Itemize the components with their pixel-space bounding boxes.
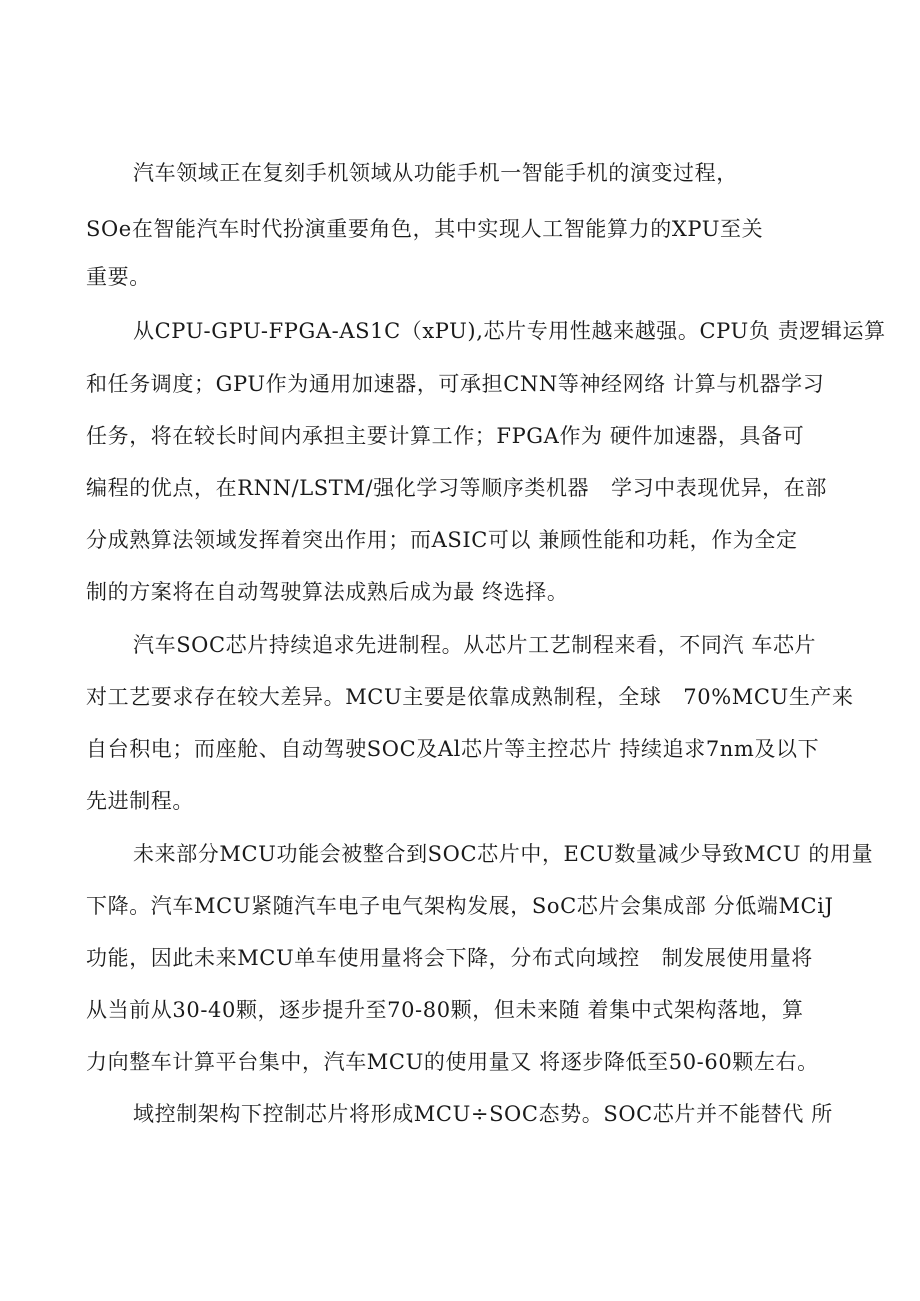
paragraph-5-line-1: 域控制架构下控制芯片将形成MCU÷SOC态势。SOC芯片并不能替代 所 (133, 1102, 833, 1126)
paragraph-1-line-1: 汽车领域正在复刻手机领域从功能手机一智能手机的演变过程， (133, 161, 738, 185)
paragraph-1-line-2: SOe在智能汽车时代扮演重要角色，其中实现人工智能算力的XPU至关 (86, 217, 764, 241)
paragraph-2-line-6: 制的方案将在自动驾驶算法成熟后成为最 终选择。 (86, 580, 569, 604)
paragraph-2-line-4: 编程的优点，在RNN/LSTM/强化学习等顺序类机器 学习中表现优异，在部 (86, 476, 827, 500)
paragraph-2-line-5: 分成熟算法领域发挥着突出作用；而ASIC可以 兼顾性能和功耗，作为全定 (86, 528, 798, 552)
paragraph-4-line-4: 从当前从30-40颗，逐步提升至70-80颗，但未来随 着集中式架构落地，算 (86, 998, 804, 1022)
paragraph-3-line-3: 自台积电；而座舱、自动驾驶SOC及Al芯片等主控芯片 持续追求7nm及以下 (86, 737, 820, 761)
paragraph-2-line-1: 从CPU-GPU-FPGA-AS1C（xPU),芯片专用性越来越强。CPU负 责逻辑运算 (133, 319, 886, 343)
paragraph-4-line-3: 功能，因此未来MCU单车使用量将会下降，分布式向域控 制发展使用量将 (86, 946, 813, 970)
paragraph-3-line-2: 对工艺要求存在较大差异。MCU主要是依靠成熟制程，全球 70%MCU生产来 (86, 685, 854, 709)
paragraph-3-line-1: 汽车SOC芯片持续追求先进制程。从芯片工艺制程来看，不同汽 车芯片 (133, 633, 817, 657)
paragraph-2-line-2: 和任务调度；GPU作为通用加速器，可承担CNN等神经网络 计算与机器学习 (86, 372, 825, 396)
paragraph-4-line-1: 未来部分MCU功能会被整合到SOC芯片中，ECU数量减少导致MCU 的用量 (133, 842, 874, 866)
paragraph-1-line-3: 重要。 (86, 265, 151, 289)
paragraph-4-line-2: 下降。汽车MCU紧随汽车电子电气架构发展，SoC芯片会集成部 分低端MCiJ (86, 894, 834, 918)
paragraph-2-line-3: 任务，将在较长时间内承担主要计算工作；FPGA作为 硬件加速器，具备可 (86, 424, 805, 448)
paragraph-3-line-4: 先进制程。 (86, 789, 194, 813)
paragraph-4-line-5: 力向整车计算平台集中，汽车MCU的使用量又 将逐步降低至50-60颗左右。 (86, 1050, 819, 1074)
